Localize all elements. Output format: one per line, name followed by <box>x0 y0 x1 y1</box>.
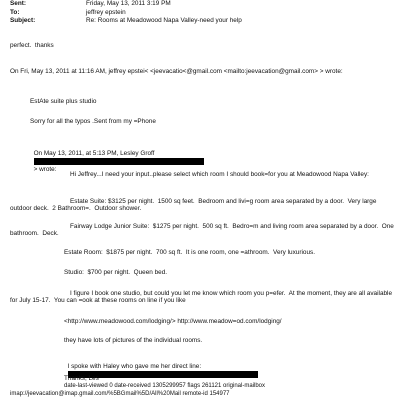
redaction-bar <box>34 158 204 165</box>
signoff: Thanks, Les <box>64 375 99 382</box>
quote2-intro <box>30 143 390 173</box>
to-label: To: <box>10 8 20 16</box>
email-header <box>10 0 390 26</box>
subject-row <box>10 17 390 26</box>
sent-value: Friday, May 13, 2011 3:19 PM <box>86 0 171 7</box>
reply-text: perfect. thanks <box>10 42 54 49</box>
metadata-line: date-last-viewed 0 date-received 1305299957 flags 261121 original-mailbox <box>64 383 266 389</box>
sent-row <box>10 0 390 9</box>
to-row <box>10 9 390 18</box>
pictures-paragraph: they have lots of pictures of the individual rooms. <box>64 337 203 344</box>
subject-value: Re: Rooms at Meadowood Napa Valley-need your help <box>86 17 242 25</box>
to-value: jeffrey epstein <box>86 8 126 16</box>
quote2-intro-text: On May 13, 2011, at 5:13 PM, Lesley Groff <box>33 150 155 158</box>
quote2-intro-wrote: > wrote: <box>33 166 57 174</box>
estate-room-paragraph: Estate Room: $1875 per night. 700 sq ft. It is one room, one =athroom. Very luxurious. <box>64 249 315 256</box>
fairway-paragraph: Fairway Lodge Junior Suite: $1275 per night. 500 sq ft. Bedro=m and living room area separated by a door. One bathroom. Deck. <box>10 223 396 238</box>
haley-text: I spoke with Haley who gave me her direct line: <box>67 363 202 371</box>
subject-label: Subject: <box>10 17 36 25</box>
lodging-link[interactable]: <http://www.meadowood.com/lodging/> http://www.meadow=od.com/lodging/ <box>64 318 282 325</box>
greeting-paragraph: Hi Jeffrey...I need your input..please select which room I should book=for you at Meadowood Napa Valley: <box>70 171 369 178</box>
quote1-line2: Sorry for all the typos .Sent from my =Phone <box>30 118 156 125</box>
estate-suite-paragraph: Estate Suite: $3125 per night. 1500 sq feet. Bedroom and livi=g room area separated by a door. Very large outdoor deck. 2 Bathroom=. Outdoor shower. <box>10 198 379 213</box>
quote1-intro: On Fri, May 13, 2011 at 11:16 AM, jeffrey epstei< <jeevacatio<@gmail.com <mailto:jeevacation@gmail.com> > wrote: <box>10 68 343 75</box>
figure-paragraph: I figure I book one studio, but could you let me know which room you p=efer. At the moment, they are all available for July 15-17. You can =ook at these rooms on line if you like <box>10 290 394 305</box>
sent-label: Sent: <box>10 0 26 7</box>
studio-paragraph: Studio: $700 per night. Queen bed. <box>64 269 168 276</box>
quote1-line1: EstAte suite plus studio <box>30 98 97 105</box>
metadata-line: imap://jeevacation@imap.gmail.com/%5BGmail%5D/All%20Mail remote-id 154977 <box>10 391 230 397</box>
